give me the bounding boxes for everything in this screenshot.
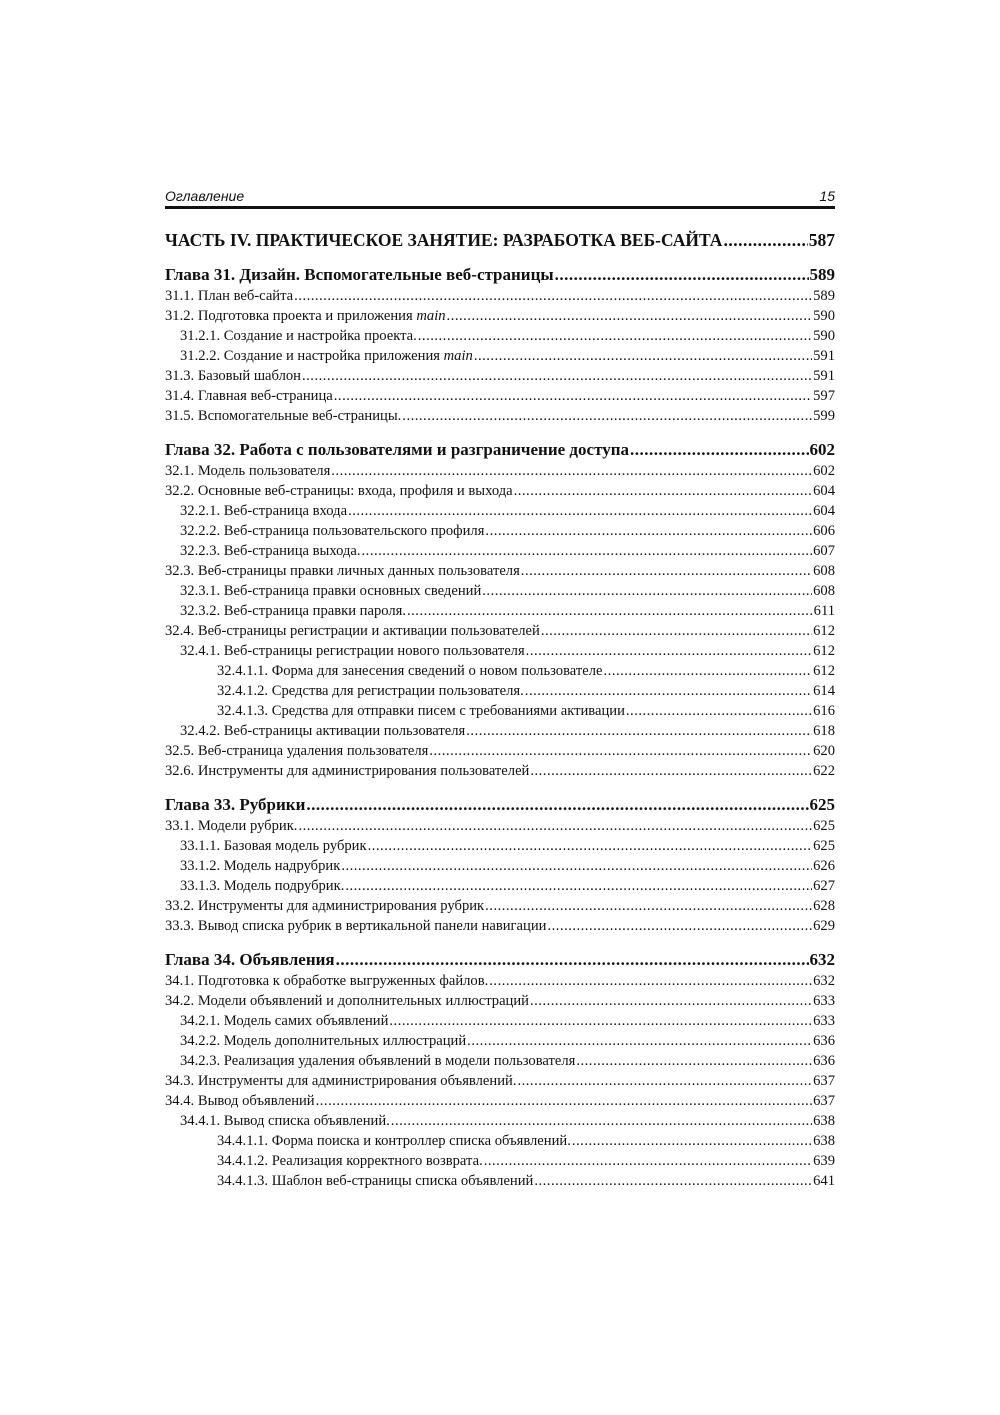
toc-entry <box>165 816 835 836</box>
dot-leader <box>482 581 812 601</box>
toc-entry <box>165 521 835 541</box>
dot-leader <box>391 1111 812 1131</box>
entry-title <box>165 1071 516 1091</box>
entry-title-text: 34.2. Модели объявлений и дополнительных иллюстраций <box>165 993 529 1009</box>
dot-leader <box>331 461 812 481</box>
entry-page: 637 <box>813 1073 835 1089</box>
entry-title-text: 32.4.1. Веб-страницы регистрации нового пользователя <box>180 643 525 659</box>
entry-page: 590 <box>813 308 835 324</box>
entry-title-text: 34.4. Вывод объявлений <box>165 1093 315 1109</box>
entry-title-text: 33.1.2. Модель надрубрик <box>180 858 341 874</box>
toc-entry <box>165 286 835 306</box>
entry-page: 591 <box>813 348 835 364</box>
toc-entry <box>165 346 835 366</box>
entry-title <box>180 326 417 346</box>
dot-leader <box>630 439 809 461</box>
entry-page: 636 <box>813 1053 835 1069</box>
toc-entry <box>165 876 835 896</box>
toc-entry <box>165 856 835 876</box>
toc-entry <box>165 386 835 406</box>
toc-entry <box>165 601 835 621</box>
toc-entry <box>165 661 835 681</box>
dot-leader <box>485 521 812 541</box>
chapter-page: 625 <box>809 795 835 814</box>
dot-leader <box>345 876 812 896</box>
dot-leader <box>474 346 812 366</box>
entry-title <box>180 836 367 856</box>
entry-title-text: 32.2.3. Веб-страница выхода. <box>180 543 361 559</box>
entry-title-text: 31.4. Главная веб-страница <box>165 388 333 404</box>
toc-entry <box>165 761 835 781</box>
entry-title <box>165 406 401 426</box>
entry-title <box>180 346 473 366</box>
table-of-contents <box>165 228 835 1191</box>
toc-entry <box>165 306 835 326</box>
entry-title <box>165 741 428 761</box>
toc-entry <box>165 916 835 936</box>
entry-title-text: 34.4.1.1. Форма поиска и контроллер списка объявлений. <box>217 1133 571 1149</box>
dot-leader <box>447 306 813 326</box>
entry-title-text: 32.3. Веб-страницы правки личных данных пользователя <box>165 563 520 579</box>
part-heading <box>165 228 835 252</box>
entry-title-text: 31.5. Вспомогательные веб-страницы. <box>165 408 402 424</box>
entry-title <box>180 581 481 601</box>
entry-page: 616 <box>813 703 835 719</box>
entry-title-text: 32.2.2. Веб-страница пользовательского профиля <box>180 523 485 539</box>
dot-leader <box>514 481 813 501</box>
entry-title <box>165 286 293 306</box>
chapter-page: 632 <box>809 950 835 969</box>
entry-title <box>217 681 524 701</box>
entry-title <box>217 1151 483 1171</box>
entry-page: 606 <box>813 523 835 539</box>
entry-title-text: 32.4.1.2. Средства для регистрации пользователя. <box>217 683 524 699</box>
entry-title <box>180 601 406 621</box>
entry-title <box>165 366 301 386</box>
chapter-heading <box>165 794 835 816</box>
entry-title <box>180 721 465 741</box>
entry-title-text: 32.4.1.3. Средства для отправки писем с требованиями активации <box>217 703 625 719</box>
dot-leader <box>348 501 812 521</box>
dot-leader <box>484 1151 812 1171</box>
toc-entry <box>165 641 835 661</box>
toc-entry <box>165 1011 835 1031</box>
entry-title <box>180 641 525 661</box>
entry-title <box>165 461 330 481</box>
entry-title <box>217 1171 533 1191</box>
entry-title <box>180 876 344 896</box>
chapter-title: Глава 34. Объявления <box>165 950 335 969</box>
entry-title-italic: main <box>416 308 446 324</box>
part-title: ЧАСТЬ IV. ПРАКТИЧЕСКОЕ ЗАНЯТИЕ: РАЗРАБОТКА ВЕБ-САЙТА <box>165 230 723 250</box>
entry-page: 627 <box>813 878 835 894</box>
dot-leader <box>336 949 809 971</box>
chapter-heading <box>165 949 835 971</box>
running-header <box>165 186 835 209</box>
entry-page: 628 <box>813 898 835 914</box>
entry-title-text: 31.2.2. Создание и настройка приложения <box>180 348 444 364</box>
entry-page: 591 <box>813 368 835 384</box>
toc-entry <box>165 1131 835 1151</box>
entry-page: 612 <box>813 663 835 679</box>
entry-page: 604 <box>813 503 835 519</box>
entry-title <box>180 856 340 876</box>
entry-title <box>165 816 297 836</box>
chapter-page: 602 <box>809 440 835 459</box>
chapter-title: Глава 32. Работа с пользователями и разграничение доступа <box>165 440 629 459</box>
entry-page: 632 <box>813 973 835 989</box>
chapter-heading <box>165 439 835 461</box>
header-title: Оглавление <box>165 188 245 204</box>
dot-leader <box>572 1131 812 1151</box>
entry-page: 625 <box>813 838 835 854</box>
toc-entry <box>165 366 835 386</box>
dot-leader <box>547 916 812 936</box>
entry-page: 638 <box>813 1133 835 1149</box>
entry-page: 604 <box>813 483 835 499</box>
dot-leader <box>368 836 813 856</box>
entry-title <box>165 306 446 326</box>
entry-title-text: 32.4.2. Веб-страницы активации пользователя <box>180 723 466 739</box>
toc-entry <box>165 481 835 501</box>
toc-entry <box>165 561 835 581</box>
toc-entry <box>165 1031 835 1051</box>
entry-title <box>165 761 529 781</box>
toc-entry <box>165 1111 835 1131</box>
entry-title <box>165 916 546 936</box>
entry-title <box>165 991 529 1011</box>
toc-entry <box>165 1171 835 1191</box>
dot-leader <box>418 326 812 346</box>
chapter-heading <box>165 264 835 286</box>
dot-leader <box>517 1071 812 1091</box>
entry-title <box>165 481 513 501</box>
entry-title-text: 32.4. Веб-страницы регистрации и активации пользователей <box>165 623 540 639</box>
dot-leader <box>362 541 813 561</box>
toc-entry <box>165 1071 835 1091</box>
entry-title-text: 34.4.1.2. Реализация корректного возврата. <box>217 1153 483 1169</box>
entry-page: 597 <box>813 388 835 404</box>
dot-leader <box>302 366 812 386</box>
chapter-page: 589 <box>809 265 835 284</box>
dot-leader <box>466 721 812 741</box>
toc-entry <box>165 896 835 916</box>
entry-title-text: 33.1.3. Модель подрубрик. <box>180 878 345 894</box>
entry-title <box>165 1091 315 1111</box>
entry-page: 638 <box>813 1113 835 1129</box>
entry-page: 607 <box>813 543 835 559</box>
entry-title <box>180 521 484 541</box>
entry-title-text: 32.3.2. Веб-страница правки пароля. <box>180 603 406 619</box>
dot-leader <box>521 561 812 581</box>
entry-title <box>217 661 603 681</box>
entry-page: 590 <box>813 328 835 344</box>
entry-page: 618 <box>813 723 835 739</box>
entry-page: 633 <box>813 993 835 1009</box>
chapter-title: Глава 33. Рубрики <box>165 795 306 814</box>
toc-entry <box>165 461 835 481</box>
dot-leader <box>334 386 812 406</box>
dot-leader <box>626 701 812 721</box>
entry-title-text: 32.2.1. Веб-страница входа <box>180 503 348 519</box>
entry-page: 620 <box>813 743 835 759</box>
dot-leader <box>389 1011 812 1031</box>
entry-page: 639 <box>813 1153 835 1169</box>
entry-title-text: 33.3. Вывод списка рубрик в вертикальной панели навигации <box>165 918 547 934</box>
entry-title <box>217 701 625 721</box>
entry-page: 629 <box>813 918 835 934</box>
entry-title-text: 32.1. Модель пользователя <box>165 463 331 479</box>
toc-entry <box>165 621 835 641</box>
toc-entry <box>165 541 835 561</box>
entry-title <box>180 501 347 521</box>
entry-page: 612 <box>813 643 835 659</box>
entry-title <box>165 386 333 406</box>
dot-leader <box>525 681 812 701</box>
entry-title <box>180 1051 575 1071</box>
dot-leader <box>723 228 807 252</box>
entry-title-text: 34.3. Инструменты для администрирования объявлений. <box>165 1073 517 1089</box>
entry-title-text: 34.1. Подготовка к обработке выгруженных файлов. <box>165 973 489 989</box>
toc-entry <box>165 681 835 701</box>
entry-page: 612 <box>813 623 835 639</box>
toc-entry <box>165 836 835 856</box>
entry-page: 602 <box>813 463 835 479</box>
dot-leader <box>298 816 812 836</box>
entry-title-text: 32.6. Инструменты для администрирования пользователей <box>165 763 530 779</box>
entry-title-italic: main <box>443 348 473 364</box>
entry-title-text: 32.2. Основные веб-страницы: входа, профиля и выхода <box>165 483 513 499</box>
dot-leader <box>526 641 812 661</box>
toc-entry <box>165 1091 835 1111</box>
entry-title <box>180 1031 466 1051</box>
dot-leader <box>489 971 812 991</box>
entry-title-text: 31.2.1. Создание и настройка проекта. <box>180 328 417 344</box>
entry-title <box>165 561 520 581</box>
entry-page: 626 <box>813 858 835 874</box>
entry-title-text: 34.4.1.3. Шаблон веб-страницы списка объявлений <box>217 1173 534 1189</box>
entry-title-text: 34.4.1. Вывод списка объявлений. <box>180 1113 390 1129</box>
dot-leader <box>530 761 812 781</box>
toc-entry <box>165 501 835 521</box>
entry-title <box>165 896 484 916</box>
entry-title <box>165 621 540 641</box>
dot-leader <box>467 1031 812 1051</box>
toc-entry <box>165 406 835 426</box>
entry-page: 611 <box>813 603 835 619</box>
toc-entry <box>165 326 835 346</box>
entry-title-text: 31.1. План веб-сайта <box>165 288 294 304</box>
page-number: 15 <box>819 188 835 204</box>
entry-title-text: 31.3. Базовый шаблон <box>165 368 301 384</box>
entry-title-text: 32.5. Веб-страница удаления пользователя <box>165 743 429 759</box>
toc-entry <box>165 971 835 991</box>
part-page: 587 <box>808 230 835 250</box>
dot-leader <box>555 264 809 286</box>
entry-page: 614 <box>813 683 835 699</box>
entry-page: 599 <box>813 408 835 424</box>
dot-leader <box>485 896 812 916</box>
dot-leader <box>576 1051 812 1071</box>
entry-title-text: 33.2. Инструменты для администрирования рубрик <box>165 898 485 914</box>
entry-title <box>217 1131 571 1151</box>
toc-entry <box>165 721 835 741</box>
entry-title-text: 31.2. Подготовка проекта и приложения <box>165 308 417 324</box>
dot-leader <box>534 1171 812 1191</box>
toc-entry <box>165 741 835 761</box>
entry-title <box>180 1111 390 1131</box>
toc-entry <box>165 1051 835 1071</box>
entry-page: 608 <box>813 583 835 599</box>
entry-title-text: 33.1. Модели рубрик. <box>165 818 298 834</box>
dot-leader <box>402 406 812 426</box>
entry-page: 589 <box>813 288 835 304</box>
dot-leader <box>530 991 812 1011</box>
dot-leader <box>316 1091 812 1111</box>
dot-leader <box>541 621 812 641</box>
entry-title <box>180 541 361 561</box>
toc-entry <box>165 1151 835 1171</box>
entry-page: 608 <box>813 563 835 579</box>
entry-page: 641 <box>813 1173 835 1189</box>
dot-leader <box>306 794 808 816</box>
entry-title-text: 34.2.2. Модель дополнительных иллюстраций <box>180 1033 467 1049</box>
dot-leader <box>294 286 812 306</box>
entry-title-text: 32.3.1. Веб-страница правки основных сведений <box>180 583 482 599</box>
toc-entry <box>165 991 835 1011</box>
entry-page: 633 <box>813 1013 835 1029</box>
entry-title-text: 34.2.1. Модель самих объявлений <box>180 1013 389 1029</box>
entry-page: 637 <box>813 1093 835 1109</box>
dot-leader <box>341 856 812 876</box>
entry-title <box>180 1011 388 1031</box>
entry-page: 625 <box>813 818 835 834</box>
dot-leader <box>429 741 812 761</box>
entry-page: 622 <box>813 763 835 779</box>
entry-title <box>165 971 488 991</box>
entry-page: 636 <box>813 1033 835 1049</box>
entry-title-text: 34.2.3. Реализация удаления объявлений в модели пользователя <box>180 1053 576 1069</box>
dot-leader <box>604 661 813 681</box>
entry-title-text: 32.4.1.1. Форма для занесения сведений о новом пользователе <box>217 663 603 679</box>
chapter-title: Глава 31. Дизайн. Вспомогательные веб-страницы <box>165 265 554 284</box>
toc-entry <box>165 701 835 721</box>
toc-entry <box>165 581 835 601</box>
dot-leader <box>407 601 813 621</box>
entry-title-text: 33.1.1. Базовая модель рубрик <box>180 838 367 854</box>
